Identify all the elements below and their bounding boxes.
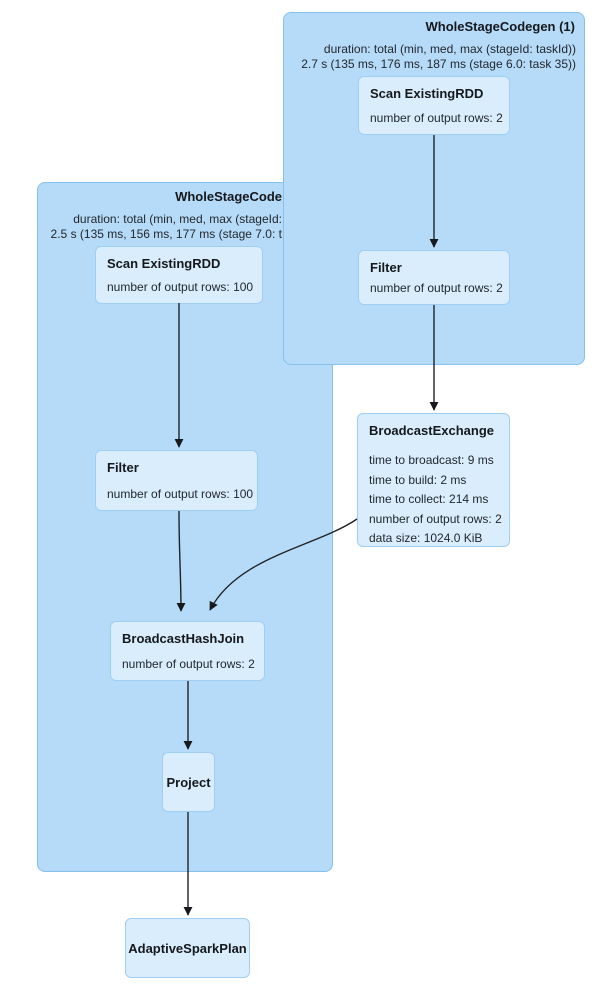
plan-node-project[interactable]	[162, 752, 215, 812]
node-title: AdaptiveSparkPlan	[128, 940, 247, 956]
node-title: Filter	[370, 260, 402, 275]
plan-node-adaptive-spark-plan[interactable]	[125, 918, 250, 978]
node-metric: number of output rows: 2	[369, 511, 502, 526]
cluster-title: WholeStageCode	[175, 189, 282, 204]
plan-node-broadcast-exchange[interactable]	[357, 413, 510, 547]
node-title: Project	[166, 774, 211, 790]
cluster-duration-value: 2.7 s (135 ms, 176 ms, 187 ms (stage 6.0: task 35))	[301, 56, 576, 71]
node-metric: number of output rows: 2	[370, 111, 503, 125]
cluster-duration-value: 2.5 s (135 ms, 156 ms, 177 ms (stage 7.0: t	[50, 226, 282, 241]
plan-node-scan-existingrdd-1[interactable]	[358, 76, 510, 135]
plan-node-filter-1[interactable]	[358, 250, 510, 305]
node-metric: data size: 1024.0 KiB	[369, 531, 483, 545]
node-title: BroadcastHashJoin	[122, 631, 245, 646]
node-metric: time to collect: 214 ms	[369, 492, 489, 506]
node-title: Scan ExistingRDD	[370, 86, 484, 101]
cluster-wholestagecodegen-1	[283, 12, 585, 365]
node-metric: time to build: 2 ms	[369, 472, 467, 487]
node-metric: number of output rows: 2	[122, 657, 255, 671]
node-metric: number of output rows: 2	[370, 281, 503, 295]
node-title: BroadcastExchange	[369, 423, 494, 438]
plan-node-filter-2[interactable]	[95, 450, 258, 511]
node-metric: time to broadcast: 9 ms	[369, 453, 494, 467]
node-title: Scan ExistingRDD	[107, 256, 221, 271]
cluster-title: WholeStageCodegen (1)	[425, 19, 575, 34]
plan-node-scan-existingrdd-2[interactable]	[95, 246, 263, 304]
cluster-duration	[51, 212, 282, 241]
plan-node-broadcast-hash-join[interactable]	[110, 621, 265, 681]
node-metric: number of output rows: 100	[107, 280, 254, 294]
node-metrics	[369, 451, 502, 549]
node-title: Filter	[107, 460, 139, 475]
cluster-duration-label: duration: total (min, med, max (stageId: taskId))	[323, 42, 576, 56]
cluster-duration-label: duration: total (min, med, max (stageId:	[73, 212, 282, 226]
node-metric: number of output rows: 100	[107, 487, 254, 501]
cluster-duration	[301, 42, 576, 71]
